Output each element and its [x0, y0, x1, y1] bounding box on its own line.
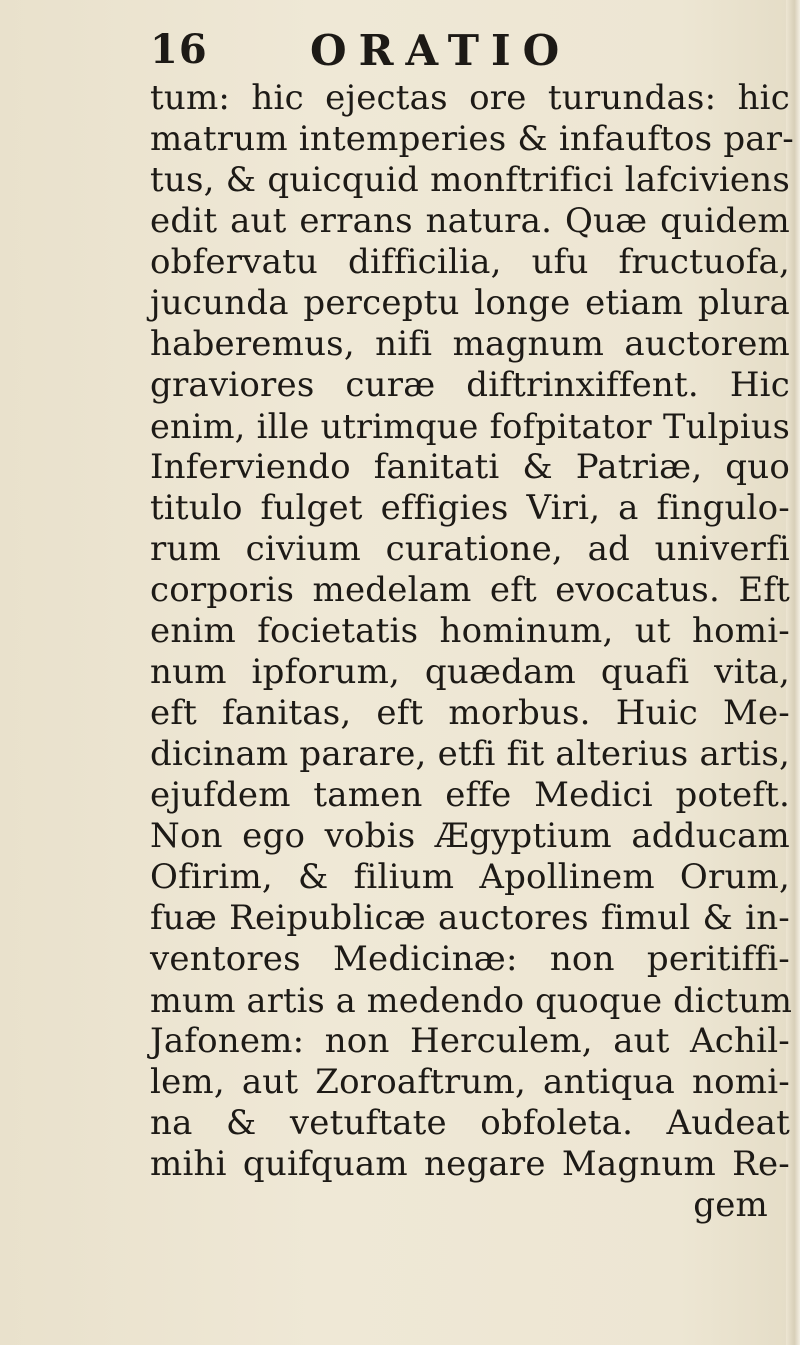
text-line: titulo fulget effigies Viri, a fingulo-: [150, 488, 790, 528]
text-line: obfervatu difficilia, ufu fructuofa,: [150, 242, 790, 282]
page-header: [150, 20, 790, 80]
text-line: graviores curæ diftrinxiffent. Hic: [150, 365, 790, 405]
text-line: matrum intemperies & infauftos par-: [150, 119, 794, 159]
text-line: ejufdem tamen effe Medici poteft.: [150, 775, 790, 815]
text-line: eft fanitas, eft morbus. Huic Me-: [150, 693, 790, 733]
text-line: haberemus, nifi magnum auctorem: [150, 324, 790, 364]
page-number: 16: [150, 26, 208, 73]
text-line: na & vetuftate obfoleta. Audeat: [150, 1103, 790, 1143]
text-line: tum: hic ejectas ore turundas: hic: [150, 78, 790, 118]
text-line: dicinam parare, etfi fit alterius artis,: [150, 734, 790, 774]
text-line: lem, aut Zoroaftrum, antiqua nomi-: [150, 1062, 790, 1102]
text-line: mum artis a medendo quoque dictum: [150, 981, 793, 1020]
text-line: enim focietatis hominum, ut homi-: [150, 611, 790, 651]
text-line: ventores Medicinæ: non peritiffi-: [150, 939, 790, 979]
text-line: jucunda perceptu longe etiam plura: [150, 283, 790, 323]
text-line: edit aut errans natura. Quæ quidem: [150, 201, 790, 241]
text-line: Ofirim, & filium Apollinem Orum,: [150, 857, 790, 897]
text-line: fuæ Reipublicæ auctores fimul & in-: [150, 898, 790, 938]
text-line: enim, ille utrimque fofpitator Tulpius: [150, 407, 790, 446]
text-body: [150, 78, 794, 1226]
text-line: Jafonem: non Herculem, aut Achil-: [150, 1021, 790, 1061]
text-line: rum civium curatione, ad univerfi: [150, 529, 790, 569]
text-line: num ipforum, quædam quafi vita,: [150, 652, 790, 692]
text-line: Non ego vobis Ægyptium adducam: [150, 816, 790, 856]
text-line: Inferviendo fanitati & Patriæ, quo: [150, 447, 790, 487]
catchword: gem: [693, 1185, 768, 1225]
text-line: corporis medelam eft evocatus. Eft: [150, 570, 790, 610]
text-line: mihi quifquam negare Magnum Re-: [150, 1144, 790, 1184]
text-line: tus, & quicquid monftrifici lafciviens: [150, 160, 790, 200]
running-title: ORATIO: [310, 26, 572, 75]
